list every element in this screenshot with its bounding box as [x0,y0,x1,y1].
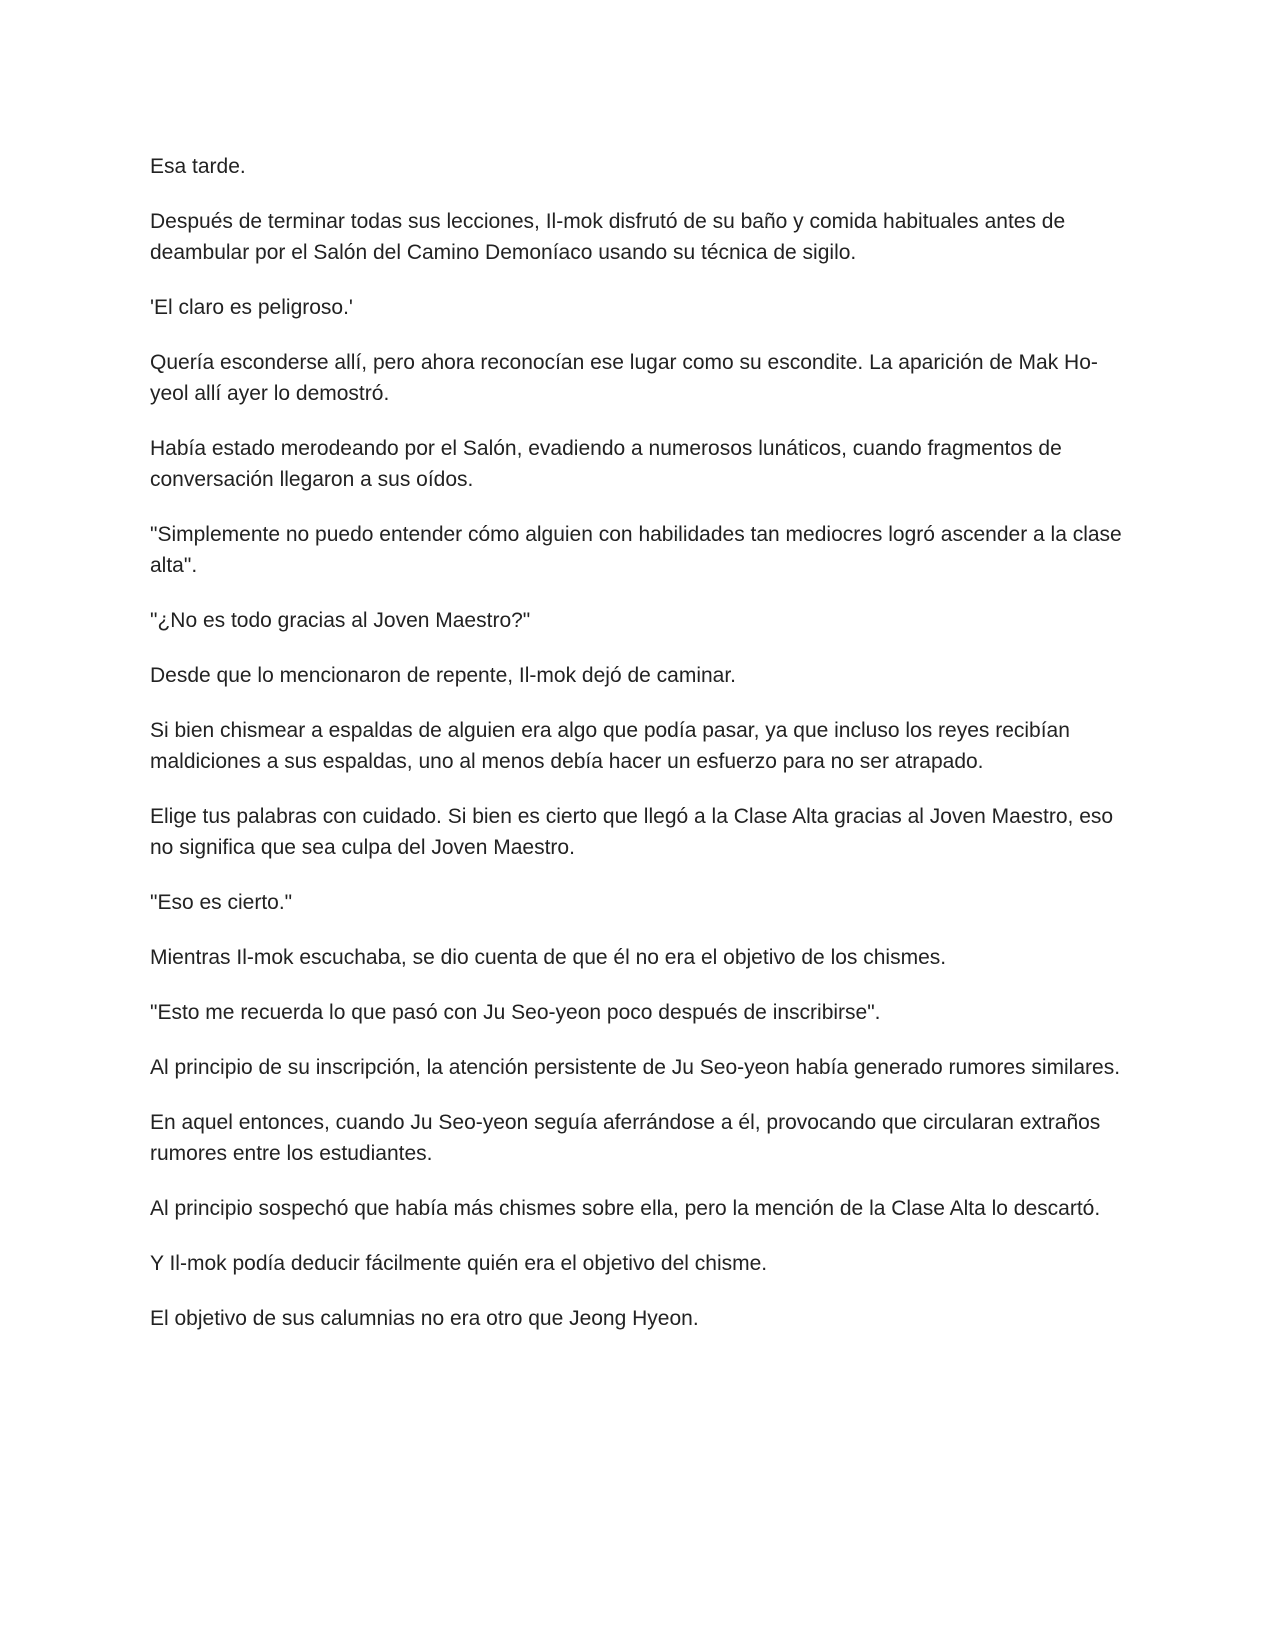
paragraph: Había estado merodeando por el Salón, evadiendo a numerosos lunáticos, cuando fragmentos de conversación llegaron a sus oídos. [150,437,1062,491]
paragraph: El objetivo de sus calumnias no era otro que Jeong Hyeon. [150,1307,699,1330]
paragraph: Después de terminar todas sus lecciones, Il-mok disfrutó de su baño y comida habituales antes de deambular por el Salón del Camino Demoníaco usando su técnica de sigilo. [150,210,1066,264]
paragraph: En aquel entonces, cuando Ju Seo-yeon seguía aferrándose a él, provocando que circularan extraños rumores entre los estudiantes. [150,1111,1101,1165]
paragraph: Y Il-mok podía deducir fácilmente quién era el objetivo del chisme. [150,1252,768,1275]
paragraph: Al principio sospechó que había más chismes sobre ella, pero la mención de la Clase Alta lo descartó. [150,1197,1101,1220]
paragraph: "Simplemente no puedo entender cómo alguien con habilidades tan mediocres logró ascender a la clase alta". [150,523,1122,577]
paragraph: "Esto me recuerda lo que pasó con Ju Seo-yeon poco después de inscribirse". [150,1001,881,1024]
paragraph: "¿No es todo gracias al Joven Maestro?" [150,609,531,632]
paragraph: Mientras Il-mok escuchaba, se dio cuenta de que él no era el objetivo de los chismes. [150,946,947,969]
paragraph: Esa tarde. [150,155,246,178]
paragraph: 'El claro es peligroso.' [150,296,353,319]
paragraph: Al principio de su inscripción, la atención persistente de Ju Seo-yeon había generado rumores similares. [150,1056,1121,1079]
paragraph: Desde que lo mencionaron de repente, Il-mok dejó de caminar. [150,664,737,687]
paragraph: "Eso es cierto." [150,891,293,914]
paragraph: Si bien chismear a espaldas de alguien era algo que podía pasar, ya que incluso los reyes recibían maldiciones a sus espaldas, uno al menos debía hacer un esfuerzo para no ser atrapado. [150,719,1070,773]
paragraph: Elige tus palabras con cuidado. Si bien es cierto que llegó a la Clase Alta gracias al Joven Maestro, eso no significa que sea culpa del Joven Maestro. [150,805,1114,859]
document-body [150,151,1125,1358]
paragraph: Quería esconderse allí, pero ahora reconocían ese lugar como su escondite. La aparición de Mak Ho-yeol allí ayer lo demostró. [150,351,1098,405]
